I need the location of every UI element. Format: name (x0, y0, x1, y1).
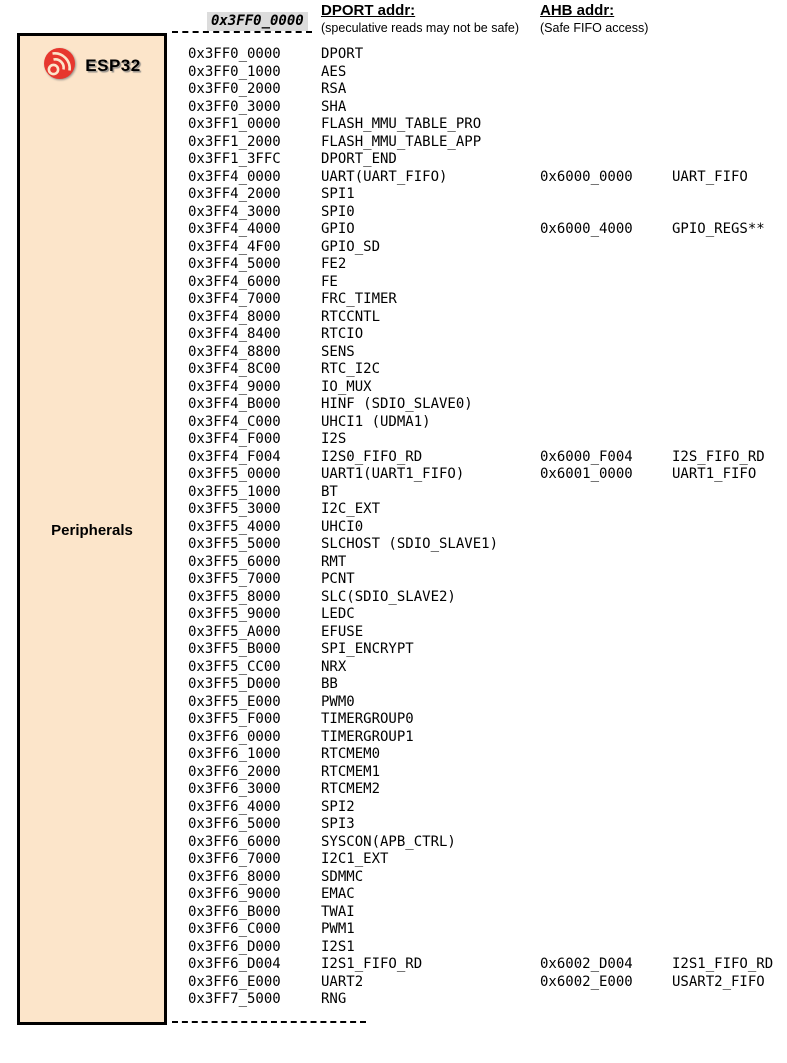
table-row (188, 659, 773, 677)
ahb-address-cell (540, 764, 672, 782)
peripheral-name-cell: I2C_EXT (321, 501, 381, 517)
dport-address-cell: 0x3FF4_B000 (188, 396, 281, 412)
peripheral-name-cell: SPI2 (321, 798, 355, 815)
dport-address-cell: 0x3FF6_8000 (188, 868, 281, 885)
ahb-address-cell (540, 414, 672, 432)
ahb-address-cell (540, 151, 672, 169)
dport-address-cell: 0x3FF0_2000 (188, 81, 281, 97)
dport-addr-title: DPORT addr: (321, 2, 416, 19)
ahb-address-cell (540, 851, 672, 869)
table-row (188, 204, 773, 222)
ahb-address-cell (540, 886, 672, 904)
dport-address-cell: 0x3FF4_7000 (188, 291, 281, 307)
peripheral-name-cell: FLASH_MMU_TABLE_APP (321, 133, 482, 150)
dport-address-cell: 0x3FF5_E000 (188, 693, 281, 710)
ahb-name-cell: UART_FIFO (672, 168, 748, 185)
table-row (188, 991, 773, 1009)
dport-address-cell: 0x3FF6_7000 (188, 851, 281, 867)
ahb-address-cell (540, 746, 672, 764)
ahb-address-cell: 0x6001_0000 (540, 466, 633, 482)
peripheral-name-cell: UART2 (321, 973, 364, 990)
dport-address-cell: 0x3FF4_F000 (188, 431, 281, 447)
peripheral-name-cell: PWM1 (321, 921, 355, 937)
dport-address-cell: 0x3FF4_C000 (188, 413, 281, 430)
dport-address-cell: 0x3FF5_CC00 (188, 658, 281, 675)
peripheral-name-cell: FE (321, 273, 338, 290)
peripheral-name-cell: PCNT (321, 571, 355, 587)
dport-address-cell: 0x3FF5_8000 (188, 588, 281, 605)
dport-address-cell: 0x3FF5_1000 (188, 483, 281, 500)
peripheral-name-cell: GPIO (321, 221, 355, 237)
dport-address-cell: 0x3FF6_6000 (188, 833, 281, 850)
ahb-name-cell: I2S1_FIFO_RD (672, 956, 774, 972)
dport-address-cell: 0x3FF5_4000 (188, 518, 281, 535)
peripheral-name-cell: SPI3 (321, 816, 355, 832)
peripheral-name-cell: NRX (321, 658, 347, 675)
peripheral-name-cell: I2S1_FIFO_RD (321, 956, 423, 972)
ahb-address-cell (540, 729, 672, 747)
ahb-address-cell (540, 816, 672, 834)
table-row (188, 151, 773, 169)
dport-address-cell: 0x3FF6_0000 (188, 728, 281, 745)
dport-address-cell: 0x3FF5_F000 (188, 711, 281, 727)
table-row (188, 116, 773, 134)
peripheral-name-cell: AES (321, 63, 347, 80)
dport-address-cell: 0x3FF5_A000 (188, 623, 281, 640)
table-row (188, 326, 773, 344)
table-row (188, 309, 773, 327)
dport-address-cell: 0x3FF5_D000 (188, 676, 281, 692)
dport-address-cell: 0x3FF4_4F00 (188, 238, 281, 255)
espressif-logo-icon (43, 47, 76, 85)
ahb-address-cell (540, 484, 672, 502)
dport-address-cell: 0x3FF4_F004 (188, 448, 281, 465)
peripheral-name-cell: RTC_I2C (321, 361, 381, 377)
dport-address-cell: 0x3FF6_3000 (188, 781, 281, 797)
ahb-address-cell (540, 624, 672, 642)
table-row (188, 466, 773, 484)
dport-address-cell: 0x3FF6_2000 (188, 763, 281, 780)
table-row (188, 939, 773, 957)
ahb-address-cell (540, 46, 672, 64)
table-row (188, 746, 773, 764)
ahb-address-cell: 0x6002_D004 (540, 956, 633, 972)
peripheral-name-cell: RMT (321, 553, 347, 570)
peripheral-name-cell: FE2 (321, 256, 347, 272)
chip-name-label: ESP32 (85, 56, 141, 75)
dport-address-cell: 0x3FF6_E000 (188, 973, 281, 990)
ahb-address-cell (540, 571, 672, 589)
table-row (188, 81, 773, 99)
peripheral-name-cell: I2S (321, 431, 347, 447)
dport-address-cell: 0x3FF6_B000 (188, 903, 281, 920)
ahb-address-cell (540, 589, 672, 607)
table-row (188, 46, 773, 64)
table-row (188, 291, 773, 309)
peripheral-name-cell: RNG (321, 991, 347, 1007)
ahb-address-cell (540, 991, 672, 1009)
peripheral-name-cell: FRC_TIMER (321, 291, 397, 307)
peripheral-name-cell: TIMERGROUP0 (321, 711, 414, 727)
ahb-address-cell (540, 536, 672, 554)
ahb-name-cell: I2S_FIFO_RD (672, 448, 765, 465)
peripheral-name-cell: SLCHOST (SDIO_SLAVE1) (321, 536, 499, 552)
table-row (188, 921, 773, 939)
peripheral-name-cell: DPORT (321, 46, 364, 62)
peripheral-name-cell: IO_MUX (321, 378, 372, 395)
table-row (188, 904, 773, 922)
ahb-address-cell (540, 361, 672, 379)
table-row (188, 379, 773, 397)
dport-addr-subtitle: (speculative reads may not be safe) (321, 21, 520, 35)
dport-address-cell: 0x3FF0_3000 (188, 98, 281, 115)
table-row (188, 186, 773, 204)
table-row (188, 886, 773, 904)
peripheral-name-cell: BT (321, 483, 338, 500)
table-row (188, 799, 773, 817)
ahb-address-cell (540, 116, 672, 134)
ahb-address-cell (540, 99, 672, 117)
ahb-address-cell (540, 256, 672, 274)
ahb-address-cell: 0x6000_0000 (540, 168, 633, 185)
peripheral-name-cell: LEDC (321, 606, 355, 622)
table-row (188, 484, 773, 502)
ahb-address-cell (540, 291, 672, 309)
ahb-address-cell (540, 904, 672, 922)
peripheral-name-cell: I2S0_FIFO_RD (321, 448, 423, 465)
table-row (188, 134, 773, 152)
peripheral-name-cell: HINF (SDIO_SLAVE0) (321, 396, 473, 412)
peripheral-name-cell: SYSCON(APB_CTRL) (321, 833, 456, 850)
dport-address-cell: 0x3FF6_5000 (188, 816, 281, 832)
dport-address-cell: 0x3FF5_0000 (188, 466, 281, 482)
dport-address-cell: 0x3FF4_8800 (188, 343, 281, 360)
dport-address-cell: 0x3FF4_2000 (188, 186, 281, 202)
peripheral-name-cell: DPORT_END (321, 151, 397, 167)
dport-address-cell: 0x3FF4_4000 (188, 221, 281, 237)
peripheral-name-cell: RTCMEM1 (321, 763, 381, 780)
ahb-address-cell: 0x6000_F004 (540, 448, 633, 465)
peripheral-name-cell: SLC(SDIO_SLAVE2) (321, 588, 456, 605)
ahb-address-cell (540, 921, 672, 939)
ahb-name-cell: UART1_FIFO (672, 466, 757, 482)
table-row (188, 221, 773, 239)
peripheral-name-cell: EMAC (321, 886, 355, 902)
peripheral-name-cell: BB (321, 676, 338, 692)
dport-address-cell: 0x3FF1_2000 (188, 133, 281, 150)
table-row (188, 729, 773, 747)
dport-address-cell: 0x3FF1_0000 (188, 116, 281, 132)
ahb-address-cell (540, 869, 672, 887)
table-row (188, 501, 773, 519)
table-row (188, 641, 773, 659)
dport-address-cell: 0x3FF6_4000 (188, 798, 281, 815)
dport-address-cell: 0x3FF4_6000 (188, 273, 281, 290)
ahb-address-cell (540, 554, 672, 572)
table-row (188, 974, 773, 992)
ahb-name-cell: GPIO_REGS** (672, 221, 765, 237)
ahb-address-cell: 0x6002_E000 (540, 973, 633, 990)
ahb-address-cell (540, 676, 672, 694)
table-row (188, 589, 773, 607)
table-row (188, 624, 773, 642)
table-row (188, 169, 773, 187)
table-row (188, 956, 773, 974)
dport-address-cell: 0x3FF6_D004 (188, 956, 281, 972)
dport-address-cell: 0x3FF1_3FFC (188, 151, 281, 167)
table-row (188, 554, 773, 572)
peripheral-name-cell: SHA (321, 98, 347, 115)
peripheral-name-cell: SPI_ENCRYPT (321, 641, 414, 657)
ahb-address-cell (540, 344, 672, 362)
table-row (188, 344, 773, 362)
ahb-addr-subtitle: (Safe FIFO access) (540, 21, 649, 35)
peripheral-name-cell: TWAI (321, 903, 355, 920)
peripheral-name-cell: RSA (321, 81, 347, 97)
ahb-address-cell (540, 274, 672, 292)
table-row (188, 536, 773, 554)
boundary-dashed-line-top (172, 31, 312, 33)
ahb-address-cell (540, 326, 672, 344)
table-row (188, 851, 773, 869)
dport-address-cell: 0x3FF6_C000 (188, 921, 281, 937)
ahb-address-cell (540, 81, 672, 99)
dport-address-cell: 0x3FF4_0000 (188, 168, 281, 185)
ahb-name-cell: USART2_FIFO (672, 973, 765, 990)
ahb-address-cell (540, 501, 672, 519)
table-row (188, 274, 773, 292)
dport-address-cell: 0x3FF5_7000 (188, 571, 281, 587)
peripheral-name-cell: SENS (321, 343, 355, 360)
dport-address-cell: 0x3FF4_9000 (188, 378, 281, 395)
ahb-address-cell (540, 799, 672, 817)
table-row (188, 414, 773, 432)
dport-address-cell: 0x3FF5_9000 (188, 606, 281, 622)
dport-address-cell: 0x3FF5_6000 (188, 553, 281, 570)
ahb-address-cell (540, 186, 672, 204)
ahb-address-cell: 0x6000_4000 (540, 221, 633, 237)
ahb-address-cell (540, 396, 672, 414)
ahb-addr-column-header (540, 1, 648, 37)
table-row (188, 256, 773, 274)
dport-address-cell: 0x3FF4_5000 (188, 256, 281, 272)
peripheral-name-cell: SPI0 (321, 203, 355, 220)
peripheral-name-cell: I2C1_EXT (321, 851, 389, 867)
ahb-address-cell (540, 781, 672, 799)
table-row (188, 431, 773, 449)
ahb-address-cell (540, 431, 672, 449)
peripheral-table-body (188, 46, 773, 1009)
table-row (188, 64, 773, 82)
dport-address-cell: 0x3FF6_9000 (188, 886, 281, 902)
dport-address-cell: 0x3FF4_8000 (188, 308, 281, 325)
peripheral-name-cell: FLASH_MMU_TABLE_PRO (321, 116, 482, 132)
table-row (188, 239, 773, 257)
ahb-address-cell (540, 204, 672, 222)
ahb-address-cell (540, 939, 672, 957)
chip-title-row (20, 36, 164, 85)
dport-address-cell: 0x3FF0_1000 (188, 63, 281, 80)
peripheral-name-cell: SDMMC (321, 868, 364, 885)
ahb-address-cell (540, 659, 672, 677)
table-row (188, 606, 773, 624)
table-row (188, 519, 773, 537)
dport-address-cell: 0x3FF5_5000 (188, 536, 281, 552)
peripheral-name-cell: SPI1 (321, 186, 355, 202)
peripherals-region-label: Peripherals (51, 522, 133, 539)
ahb-address-cell (540, 309, 672, 327)
table-row (188, 694, 773, 712)
peripheral-name-cell: EFUSE (321, 623, 364, 640)
dport-address-cell: 0x3FF5_B000 (188, 641, 281, 657)
peripheral-name-cell: RTCMEM0 (321, 746, 381, 762)
peripheral-name-cell: UART1(UART1_FIFO) (321, 466, 465, 482)
ahb-address-cell (540, 694, 672, 712)
peripheral-name-cell: PWM0 (321, 693, 355, 710)
table-row (188, 99, 773, 117)
peripheral-name-cell: RTCCNTL (321, 308, 381, 325)
table-row (188, 571, 773, 589)
ahb-address-cell (540, 711, 672, 729)
table-row (188, 676, 773, 694)
peripheral-name-cell: TIMERGROUP1 (321, 728, 414, 745)
table-row (188, 396, 773, 414)
table-row (188, 816, 773, 834)
ahb-addr-title: AHB addr: (540, 2, 615, 19)
dport-addr-column-header (321, 1, 519, 37)
table-row (188, 711, 773, 729)
dport-address-cell: 0x3FF4_8C00 (188, 361, 281, 377)
dport-address-cell: 0x3FF4_8400 (188, 326, 281, 342)
table-row (188, 869, 773, 887)
peripheral-name-cell: UART(UART_FIFO) (321, 168, 448, 185)
ahb-address-cell (540, 519, 672, 537)
table-row (188, 834, 773, 852)
table-row (188, 764, 773, 782)
dport-address-cell: 0x3FF5_3000 (188, 501, 281, 517)
ahb-address-cell (540, 239, 672, 257)
dport-address-cell: 0x3FF0_0000 (188, 46, 281, 62)
peripheral-name-cell: UHCI0 (321, 518, 364, 535)
peripheral-name-cell: GPIO_SD (321, 238, 381, 255)
ahb-address-cell (540, 379, 672, 397)
peripheral-name-cell: UHCI1 (UDMA1) (321, 413, 431, 430)
ahb-address-cell (540, 606, 672, 624)
table-row (188, 781, 773, 799)
dport-address-cell: 0x3FF6_D000 (188, 938, 281, 955)
peripheral-name-cell: I2S1 (321, 938, 355, 955)
ahb-address-cell (540, 134, 672, 152)
boundary-address-label: 0x3FF0_0000 (207, 12, 308, 31)
peripheral-name-cell: RTCIO (321, 326, 364, 342)
dport-address-cell: 0x3FF4_3000 (188, 203, 281, 220)
dport-address-cell: 0x3FF7_5000 (188, 991, 281, 1007)
ahb-address-cell (540, 834, 672, 852)
ahb-address-cell (540, 64, 672, 82)
dport-address-cell: 0x3FF6_1000 (188, 746, 281, 762)
peripheral-name-cell: RTCMEM2 (321, 781, 381, 797)
esp32-peripherals-box (17, 33, 167, 1025)
table-row (188, 449, 773, 467)
table-row (188, 361, 773, 379)
boundary-dashed-line-bottom (172, 1021, 366, 1023)
ahb-address-cell (540, 641, 672, 659)
